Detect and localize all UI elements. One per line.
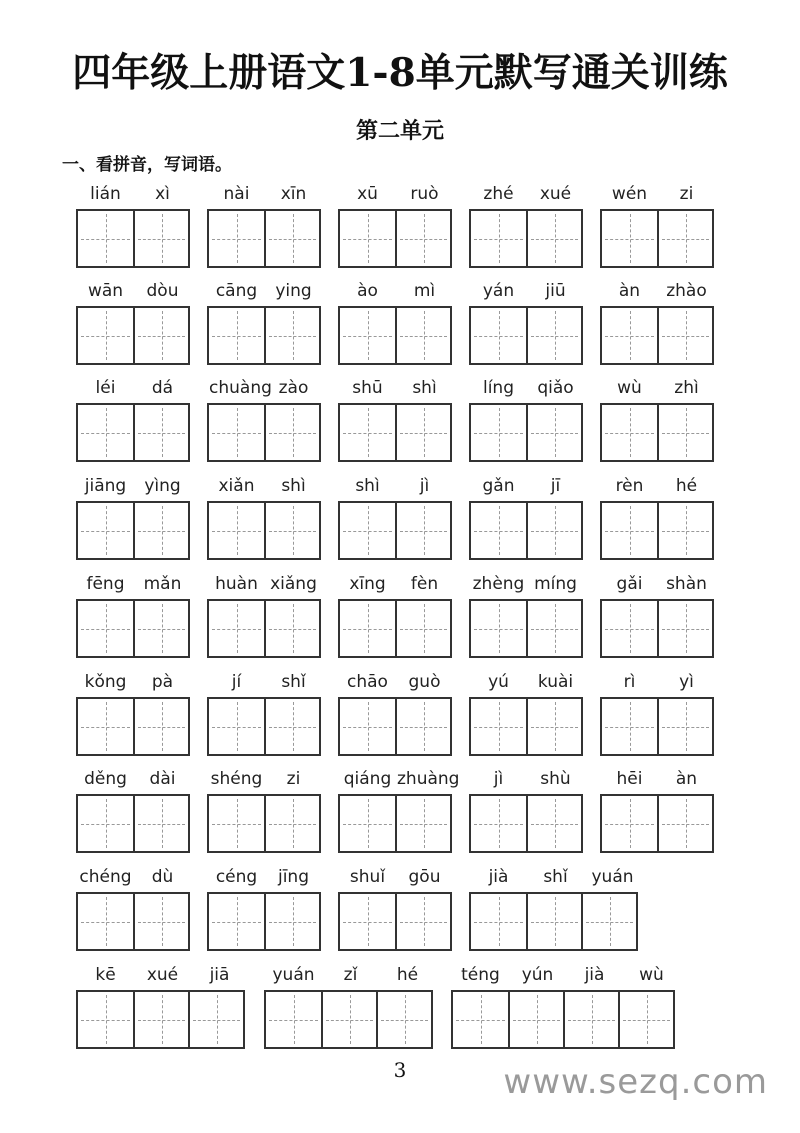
tianzige-cell[interactable]	[78, 796, 133, 851]
pinyin-label: gǎn	[482, 476, 515, 496]
writing-box-group	[207, 892, 321, 951]
pinyin-label: xì	[155, 184, 170, 204]
tianzige-cell[interactable]	[133, 601, 188, 656]
writing-box-group	[469, 403, 583, 462]
tianzige-cell[interactable]	[471, 796, 526, 851]
pinyin-label: wén	[611, 184, 648, 204]
writing-box-group	[338, 403, 452, 462]
pinyin-label: shì	[355, 476, 380, 496]
pinyin-label: hé	[396, 965, 419, 985]
pinyin-label: yuán	[591, 867, 634, 887]
pinyin-label: jīng	[277, 867, 309, 887]
tianzige-cell[interactable]	[395, 601, 450, 656]
tianzige-cell[interactable]	[657, 503, 712, 558]
writing-box-group	[469, 697, 583, 756]
tianzige-cell[interactable]	[376, 992, 431, 1047]
pinyin-label: rèn	[615, 476, 644, 496]
pinyin-label: jiū	[545, 281, 566, 301]
tianzige-cell[interactable]	[471, 405, 526, 460]
pinyin-label: zi	[679, 184, 694, 204]
tianzige-cell[interactable]	[264, 308, 319, 363]
pinyin-label: téng	[461, 965, 500, 985]
tianzige-cell[interactable]	[133, 405, 188, 460]
word-row	[0, 183, 800, 273]
pinyin-label: dá	[151, 378, 174, 398]
tianzige-cell[interactable]	[133, 699, 188, 754]
writing-box-group	[600, 209, 714, 268]
tianzige-cell[interactable]	[657, 796, 712, 851]
tianzige-cell[interactable]	[133, 992, 188, 1047]
tianzige-cell[interactable]	[209, 601, 264, 656]
pinyin-label: dòu	[146, 281, 179, 301]
tianzige-cell[interactable]	[340, 601, 395, 656]
tianzige-cell[interactable]	[78, 699, 133, 754]
section-heading: 一、看拼音，写词语。	[62, 155, 232, 175]
tianzige-cell[interactable]	[78, 601, 133, 656]
pinyin-label: zhào	[666, 281, 707, 301]
pinyin-label: shéng	[210, 769, 263, 789]
pinyin-label: jiā	[209, 965, 230, 985]
tianzige-cell[interactable]	[526, 503, 581, 558]
tianzige-cell[interactable]	[340, 894, 395, 949]
tianzige-cell[interactable]	[133, 308, 188, 363]
writing-box-group	[207, 306, 321, 365]
tianzige-cell[interactable]	[602, 308, 657, 363]
tianzige-cell[interactable]	[526, 405, 581, 460]
tianzige-cell[interactable]	[602, 503, 657, 558]
word-row	[0, 377, 800, 467]
pinyin-label: líng	[482, 378, 514, 398]
tianzige-cell[interactable]	[340, 796, 395, 851]
writing-box-group	[338, 209, 452, 268]
pinyin-label: guò	[408, 672, 441, 692]
pinyin-label: jī	[550, 476, 561, 496]
pinyin-label: kǒng	[84, 672, 127, 692]
tianzige-cell[interactable]	[526, 894, 581, 949]
pinyin-label: yún	[521, 965, 554, 985]
tianzige-cell[interactable]	[133, 796, 188, 851]
pinyin-label: chuàng	[209, 378, 272, 398]
pinyin-label: zǐ	[343, 965, 358, 985]
writing-box-group	[207, 794, 321, 853]
pinyin-label: shǐ	[281, 672, 306, 692]
pinyin-label: xīng	[349, 574, 386, 594]
tianzige-cell[interactable]	[264, 796, 319, 851]
pinyin-label: léi	[95, 378, 116, 398]
pinyin-label: shì	[281, 476, 306, 496]
pinyin-label: zhì	[674, 378, 699, 398]
writing-box-group	[338, 794, 452, 853]
tianzige-cell[interactable]	[657, 211, 712, 266]
pinyin-label: pà	[151, 672, 174, 692]
pinyin-label: chéng	[79, 867, 132, 887]
tianzige-cell[interactable]	[133, 211, 188, 266]
pinyin-label: jiāng	[84, 476, 127, 496]
pinyin-label: qiǎo	[537, 378, 574, 398]
tianzige-cell[interactable]	[188, 992, 243, 1047]
writing-box-group	[76, 990, 245, 1049]
tianzige-cell[interactable]	[395, 796, 450, 851]
pinyin-label: shū	[352, 378, 383, 398]
pinyin-label: shù	[540, 769, 571, 789]
writing-box-group	[469, 599, 583, 658]
pinyin-label: shuǐ	[349, 867, 386, 887]
writing-box-group	[469, 209, 583, 268]
tianzige-cell[interactable]	[471, 211, 526, 266]
pinyin-label: děng	[84, 769, 127, 789]
tianzige-cell[interactable]	[340, 503, 395, 558]
pinyin-label: míng	[534, 574, 577, 594]
tianzige-cell[interactable]	[395, 308, 450, 363]
pinyin-label: zhé	[483, 184, 514, 204]
word-row	[0, 475, 800, 565]
word-row	[0, 280, 800, 370]
pinyin-label: xiǎn	[218, 476, 255, 496]
writing-box-group	[338, 501, 452, 560]
tianzige-cell[interactable]	[340, 211, 395, 266]
word-row	[0, 866, 800, 956]
writing-box-group	[600, 403, 714, 462]
tianzige-cell[interactable]	[618, 992, 673, 1047]
tianzige-cell[interactable]	[657, 699, 712, 754]
tianzige-cell[interactable]	[264, 601, 319, 656]
tianzige-cell[interactable]	[264, 699, 319, 754]
pinyin-label: zi	[286, 769, 301, 789]
tianzige-cell[interactable]	[563, 992, 618, 1047]
writing-box-group	[76, 794, 190, 853]
writing-box-group	[207, 599, 321, 658]
writing-box-group	[264, 990, 433, 1049]
writing-box-group	[76, 209, 190, 268]
tianzige-cell[interactable]	[581, 894, 636, 949]
tianzige-cell[interactable]	[209, 405, 264, 460]
tianzige-cell[interactable]	[471, 699, 526, 754]
tianzige-cell[interactable]	[78, 992, 133, 1047]
pinyin-label: nài	[223, 184, 250, 204]
pinyin-label: jì	[493, 769, 504, 789]
pinyin-label: rì	[623, 672, 636, 692]
tianzige-cell[interactable]	[471, 308, 526, 363]
tianzige-cell[interactable]	[602, 405, 657, 460]
tianzige-cell[interactable]	[340, 405, 395, 460]
tianzige-cell[interactable]	[321, 992, 376, 1047]
pinyin-label: xué	[146, 965, 179, 985]
page-title: 四年级上册语文1-8单元默写通关训练	[72, 50, 728, 96]
writing-box-group	[76, 697, 190, 756]
pinyin-label: zào	[278, 378, 309, 398]
pinyin-label: fēng	[86, 574, 125, 594]
writing-box-group	[600, 794, 714, 853]
pinyin-label: gōu	[408, 867, 441, 887]
tianzige-cell[interactable]	[209, 894, 264, 949]
tianzige-cell[interactable]	[209, 503, 264, 558]
writing-box-group	[469, 794, 583, 853]
pinyin-label: céng	[215, 867, 258, 887]
tianzige-cell[interactable]	[471, 503, 526, 558]
tianzige-cell[interactable]	[133, 894, 188, 949]
tianzige-cell[interactable]	[78, 503, 133, 558]
pinyin-label: mǎn	[143, 574, 182, 594]
pinyin-label: yì	[679, 672, 694, 692]
pinyin-label: mì	[413, 281, 436, 301]
tianzige-cell[interactable]	[471, 894, 526, 949]
tianzige-cell[interactable]	[526, 308, 581, 363]
tianzige-cell[interactable]	[526, 601, 581, 656]
tianzige-cell[interactable]	[508, 992, 563, 1047]
tianzige-cell[interactable]	[526, 796, 581, 851]
writing-box-group	[76, 599, 190, 658]
pinyin-label: fèn	[410, 574, 439, 594]
writing-box-group	[76, 306, 190, 365]
pinyin-label: shàn	[666, 574, 707, 594]
page-number: 3	[393, 1058, 407, 1082]
pinyin-label: ying	[275, 281, 312, 301]
pinyin-label: xīn	[280, 184, 307, 204]
tianzige-cell[interactable]	[264, 503, 319, 558]
tianzige-cell[interactable]	[602, 699, 657, 754]
writing-box-group	[207, 403, 321, 462]
tianzige-cell[interactable]	[78, 405, 133, 460]
tianzige-cell[interactable]	[78, 308, 133, 363]
pinyin-label: hēi	[616, 769, 643, 789]
tianzige-cell[interactable]	[602, 796, 657, 851]
tianzige-cell[interactable]	[209, 308, 264, 363]
tianzige-cell[interactable]	[395, 894, 450, 949]
pinyin-label: yìng	[144, 476, 181, 496]
pinyin-label: wù	[639, 965, 664, 985]
writing-box-group	[338, 892, 452, 951]
tianzige-cell[interactable]	[526, 699, 581, 754]
writing-box-group	[338, 599, 452, 658]
word-row	[0, 573, 800, 663]
pinyin-label: xū	[357, 184, 378, 204]
tianzige-cell[interactable]	[657, 405, 712, 460]
pinyin-label: xué	[539, 184, 572, 204]
tianzige-cell[interactable]	[602, 601, 657, 656]
writing-box-group	[600, 501, 714, 560]
pinyin-label: jí	[231, 672, 242, 692]
tianzige-cell[interactable]	[453, 992, 508, 1047]
tianzige-cell[interactable]	[395, 211, 450, 266]
writing-box-group	[76, 892, 190, 951]
pinyin-label: àn	[675, 769, 698, 789]
watermark: www.sezq.com	[503, 1062, 768, 1102]
pinyin-label: wān	[87, 281, 124, 301]
tianzige-cell[interactable]	[657, 601, 712, 656]
tianzige-cell[interactable]	[395, 699, 450, 754]
tianzige-cell[interactable]	[264, 894, 319, 949]
tianzige-cell[interactable]	[395, 503, 450, 558]
pinyin-label: cāng	[215, 281, 258, 301]
word-row	[0, 768, 800, 858]
pinyin-label: dù	[151, 867, 174, 887]
writing-box-group	[600, 599, 714, 658]
writing-box-group	[76, 501, 190, 560]
unit-subtitle: 第二单元	[355, 118, 444, 144]
tianzige-cell[interactable]	[209, 211, 264, 266]
pinyin-label: shǐ	[543, 867, 568, 887]
writing-box-group	[207, 697, 321, 756]
tianzige-cell[interactable]	[209, 699, 264, 754]
pinyin-label: hé	[675, 476, 698, 496]
pinyin-label: yuán	[272, 965, 315, 985]
tianzige-cell[interactable]	[471, 601, 526, 656]
pinyin-label: xiǎng	[270, 574, 317, 594]
pinyin-label: àn	[618, 281, 641, 301]
pinyin-label: ruò	[410, 184, 439, 204]
pinyin-label: gǎi	[616, 574, 643, 594]
writing-box-group	[76, 403, 190, 462]
writing-box-group	[207, 209, 321, 268]
pinyin-label: kē	[95, 965, 116, 985]
tianzige-cell[interactable]	[78, 211, 133, 266]
tianzige-cell[interactable]	[395, 405, 450, 460]
pinyin-label: ào	[357, 281, 378, 301]
pinyin-label: chāo	[347, 672, 388, 692]
pinyin-label: yú	[488, 672, 509, 692]
pinyin-label: yán	[482, 281, 515, 301]
writing-box-group	[338, 697, 452, 756]
tianzige-cell[interactable]	[340, 699, 395, 754]
pinyin-label: wù	[617, 378, 642, 398]
writing-box-group	[469, 501, 583, 560]
pinyin-label: huàn	[215, 574, 258, 594]
writing-box-group	[338, 306, 452, 365]
tianzige-cell[interactable]	[266, 992, 321, 1047]
pinyin-label: jì	[419, 476, 430, 496]
tianzige-cell[interactable]	[78, 894, 133, 949]
tianzige-cell[interactable]	[657, 308, 712, 363]
pinyin-label: dài	[149, 769, 176, 789]
writing-box-group	[469, 892, 638, 951]
tianzige-cell[interactable]	[340, 308, 395, 363]
tianzige-cell[interactable]	[209, 796, 264, 851]
tianzige-cell[interactable]	[526, 211, 581, 266]
word-row	[0, 964, 800, 1054]
word-row	[0, 671, 800, 761]
pinyin-label: zhèng	[472, 574, 525, 594]
pinyin-label: kuài	[537, 672, 574, 692]
tianzige-cell[interactable]	[264, 211, 319, 266]
pinyin-label: jià	[488, 867, 509, 887]
tianzige-cell[interactable]	[602, 211, 657, 266]
pinyin-label: qiáng	[343, 769, 392, 789]
writing-box-group	[207, 501, 321, 560]
writing-box-group	[600, 697, 714, 756]
pinyin-label: zhuàng	[397, 769, 460, 789]
pinyin-label: shì	[412, 378, 437, 398]
writing-box-group	[469, 306, 583, 365]
writing-box-group	[451, 990, 675, 1049]
pinyin-label: jià	[584, 965, 605, 985]
writing-box-group	[600, 306, 714, 365]
tianzige-cell[interactable]	[133, 503, 188, 558]
pinyin-label: lián	[90, 184, 121, 204]
tianzige-cell[interactable]	[264, 405, 319, 460]
